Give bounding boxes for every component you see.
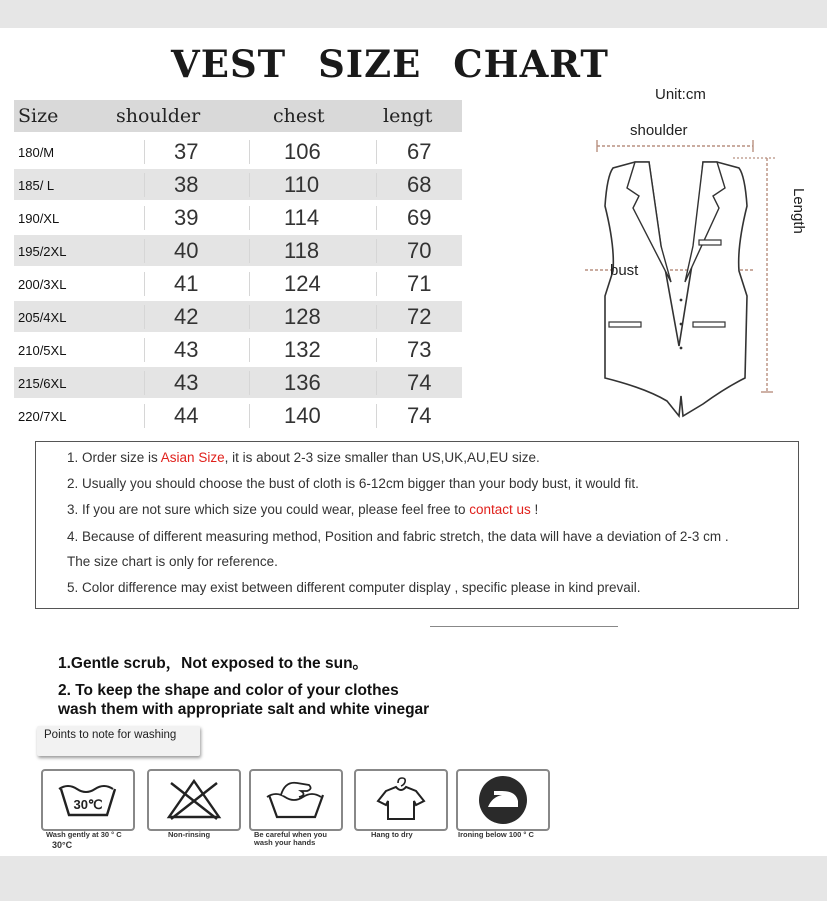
diagram-bust-label: bust xyxy=(610,262,639,279)
cell-length: 69 xyxy=(407,205,432,230)
column-separator xyxy=(376,404,377,428)
column-separator xyxy=(144,206,145,230)
cell-length: 67 xyxy=(407,139,432,164)
cell-chest: 106 xyxy=(284,139,321,164)
cell-size: 195/2XL xyxy=(18,244,67,259)
column-separator xyxy=(376,272,377,296)
table-row xyxy=(14,334,462,365)
divider xyxy=(430,626,618,627)
washing-tag xyxy=(37,726,200,756)
cell-chest: 114 xyxy=(284,205,320,230)
cell-size: 205/4XL xyxy=(18,310,67,325)
vest-diagram xyxy=(575,96,815,426)
hand-wash-caption: Be careful when you xyxy=(254,830,327,839)
note-3-text-end: ! xyxy=(530,502,539,517)
column-separator xyxy=(249,338,250,362)
cell-length: 72 xyxy=(407,304,432,329)
cell-chest: 136 xyxy=(284,370,321,395)
header-size: Size xyxy=(18,105,59,127)
cell-size: 215/6XL xyxy=(18,376,67,391)
wash-30-icon xyxy=(41,769,135,831)
table-header xyxy=(14,100,462,132)
wash-30-caption: Wash gently at 30 ° C xyxy=(46,830,122,839)
cell-shoulder: 37 xyxy=(174,139,199,164)
cell-shoulder: 42 xyxy=(174,304,199,329)
note-1 xyxy=(67,450,540,465)
hang-dry-icon xyxy=(354,769,448,831)
unit-label: Unit:cm xyxy=(655,86,706,103)
care-line-1: 1.Gentle scrub，Not exposed to the sun。 xyxy=(58,655,369,672)
header-length: lengt xyxy=(383,105,433,127)
iron-icon xyxy=(456,769,550,831)
column-separator xyxy=(376,140,377,164)
note-3-text: 3. If you are not sure which size you could wear, please feel free to xyxy=(67,502,470,517)
cell-chest: 118 xyxy=(284,238,320,263)
cell-chest: 132 xyxy=(284,337,321,362)
diagram-shoulder-label: shoulder xyxy=(630,122,688,139)
cell-size: 200/3XL xyxy=(18,277,67,292)
table-row xyxy=(14,400,462,431)
column-separator xyxy=(376,173,377,197)
hand-wash-icon xyxy=(249,769,343,831)
column-separator xyxy=(249,305,250,329)
table-row xyxy=(14,367,462,398)
cell-size: 185/ L xyxy=(18,178,55,193)
no-rinse-icon xyxy=(147,769,241,831)
column-separator xyxy=(249,404,250,428)
column-separator xyxy=(376,239,377,263)
vest-outline-icon xyxy=(575,96,815,426)
cell-chest: 128 xyxy=(284,304,321,329)
cell-size: 190/XL xyxy=(18,211,60,226)
table-row xyxy=(14,136,462,167)
column-separator xyxy=(376,305,377,329)
wash-30-caption-temp: 30°C xyxy=(52,840,73,850)
washing-tag-label: Points to note for washing xyxy=(44,729,177,741)
cell-size: 210/5XL xyxy=(18,343,67,358)
note-4: 4. Because of different measuring method, Position and fabric stretch, the data will have a deviation of 2-3 cm . xyxy=(67,529,729,544)
iron-caption: Ironing below 100 ° C xyxy=(458,830,534,839)
note-1-text: 1. Order size is xyxy=(67,450,161,465)
notes-box xyxy=(35,441,799,609)
column-separator xyxy=(376,338,377,362)
cell-chest: 110 xyxy=(284,172,320,197)
cell-shoulder: 43 xyxy=(174,337,199,362)
hand-wash-caption-2: wash your hands xyxy=(254,838,316,847)
column-separator xyxy=(144,173,145,197)
cell-length: 71 xyxy=(407,271,432,296)
table-row xyxy=(14,169,462,200)
contact-us-link[interactable]: contact us xyxy=(469,502,531,517)
cell-shoulder: 44 xyxy=(174,403,199,428)
table-row xyxy=(14,268,462,299)
header-chest: chest xyxy=(273,105,325,127)
note-1-text-end: , it is about 2-3 size smaller than US,UK,AU,EU size. xyxy=(224,450,540,465)
cell-size: 220/7XL xyxy=(18,409,67,424)
cell-shoulder: 43 xyxy=(174,370,199,395)
cell-chest: 124 xyxy=(284,271,321,296)
cell-shoulder: 39 xyxy=(174,205,199,230)
note-5: 5. Color difference may exist between different computer display , specific please in kind prevail. xyxy=(67,580,641,595)
cell-shoulder: 38 xyxy=(174,172,199,197)
column-separator xyxy=(249,206,250,230)
column-separator xyxy=(376,371,377,395)
column-separator xyxy=(249,371,250,395)
column-separator xyxy=(249,140,250,164)
asian-size-highlight: Asian Size xyxy=(160,450,225,465)
cell-length: 73 xyxy=(407,337,432,362)
hang-dry-caption: Hang to dry xyxy=(371,830,413,839)
care-line-2: 2. To keep the shape and color of your clothes xyxy=(58,682,399,699)
cell-size: 180/M xyxy=(18,145,55,160)
column-separator xyxy=(144,140,145,164)
care-line-3: wash them with appropriate salt and white vinegar xyxy=(58,701,430,718)
wash-temp-symbol: 30℃ xyxy=(73,797,103,812)
table-row xyxy=(14,235,462,266)
page-title: VEST SIZE CHART xyxy=(171,42,609,86)
diagram-length-label: Length xyxy=(790,188,807,234)
cell-shoulder: 41 xyxy=(174,271,199,296)
column-separator xyxy=(144,338,145,362)
cell-length: 74 xyxy=(407,370,432,395)
cell-length: 68 xyxy=(407,172,432,197)
no-rinse-caption: Non-rinsing xyxy=(168,830,211,839)
column-separator xyxy=(144,371,145,395)
note-2: 2. Usually you should choose the bust of cloth is 6-12cm bigger than your body bust, it would fit. xyxy=(67,476,639,491)
header-shoulder: shoulder xyxy=(116,105,201,127)
column-separator xyxy=(249,239,250,263)
cell-shoulder: 40 xyxy=(174,238,199,263)
table-row xyxy=(14,202,462,233)
note-3 xyxy=(67,502,538,517)
cell-length: 74 xyxy=(407,403,432,428)
column-separator xyxy=(249,272,250,296)
column-separator xyxy=(144,305,145,329)
table-row xyxy=(14,301,462,332)
column-separator xyxy=(249,173,250,197)
column-separator xyxy=(376,206,377,230)
column-separator xyxy=(144,272,145,296)
column-separator xyxy=(144,404,145,428)
cell-chest: 140 xyxy=(284,403,321,428)
cell-length: 70 xyxy=(407,238,432,263)
column-separator xyxy=(144,239,145,263)
note-4b: The size chart is only for reference. xyxy=(67,554,278,569)
